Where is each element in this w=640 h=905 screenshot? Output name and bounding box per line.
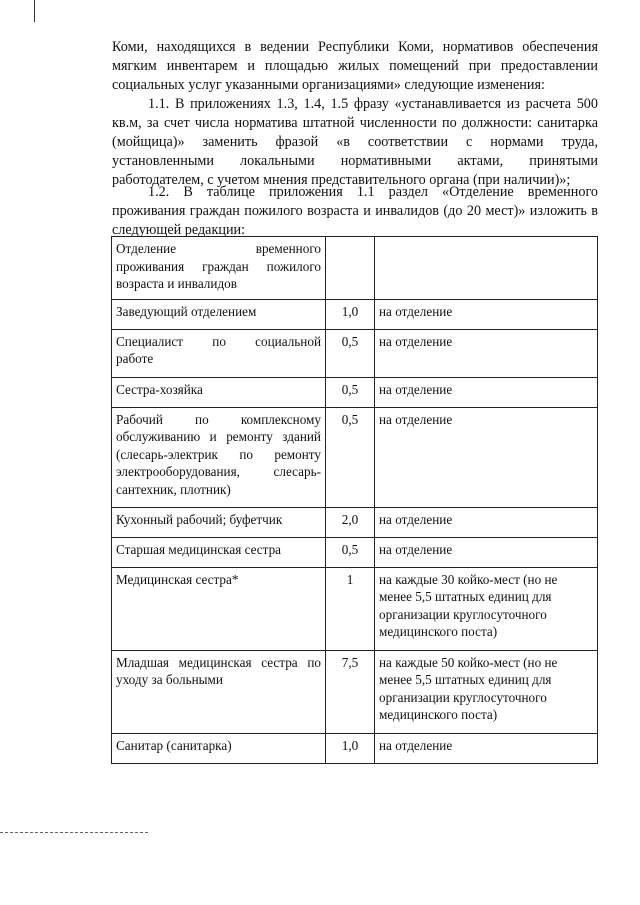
p12-line: проживания граждан пожилого возраста и инвалидов (до 20 мест)» изложить в (112, 203, 598, 219)
staffing-table (111, 236, 598, 764)
staff-basis: на отделение (375, 329, 598, 377)
p11-line: 1.1. В приложениях 1.3, 1.4, 1.5 фразу «устанавливается из расчета 500 (148, 96, 598, 112)
position-name-line: Младшая медицинская сестра по (116, 654, 321, 670)
table-row (112, 567, 598, 650)
position-name: Заведующий отделением (112, 299, 326, 329)
staff-basis: на отделение (375, 299, 598, 329)
table-row (112, 507, 598, 537)
staff-basis: на отделение (375, 733, 598, 763)
p11-line: кв.м, за счет числа норматива штатной численности по должности: санитарка (112, 115, 598, 131)
position-name (112, 407, 326, 507)
intro-line: Коми, находящихся в ведении Республики Коми, нормативов обеспечения (112, 39, 598, 55)
staff-units: 0,5 (326, 377, 375, 407)
position-name: Кухонный рабочий; буфетчик (112, 507, 326, 537)
position-name-line: уходу за больными (116, 672, 223, 687)
position-name-line: работе (116, 351, 154, 366)
staff-units: 1,0 (326, 733, 375, 763)
intro-line: социальных услуг указанными организациями» следующие изменения: (112, 77, 545, 93)
table-row (112, 377, 598, 407)
position-name-line: (слесарь-электрик по ремонту (116, 446, 321, 462)
section-title-line: проживания граждан пожилого (116, 258, 321, 274)
p11-line: (мойщица)» заменить фразой «в соответствии с нормами труда, (112, 134, 598, 150)
position-name-line: Рабочий по комплексному (116, 411, 321, 427)
empty-cell (326, 237, 375, 300)
empty-cell (375, 237, 598, 300)
position-name-line: Специалист по социальной (116, 333, 321, 349)
position-name-line: электрооборудования, слесарь- (116, 464, 321, 479)
table-row (112, 733, 598, 763)
table-row (112, 407, 598, 507)
intro-paragraph (112, 38, 598, 95)
table-row (112, 299, 598, 329)
p12-line: 1.2. В таблице приложения 1.1 раздел «Отделение временного (148, 184, 598, 200)
staff-basis: на отделение (375, 537, 598, 567)
table-header-row (112, 237, 598, 300)
staff-units: 0,5 (326, 537, 375, 567)
paragraph-1-2 (112, 183, 598, 240)
table-row (112, 650, 598, 733)
staff-basis: на каждые 50 койко-мест (но не менее 5,5 штатных единиц для организации круглосуточного медицинского поста) (375, 650, 598, 733)
section-title-line: Отделение временного (116, 241, 321, 256)
position-name: Сестра-хозяйка (112, 377, 326, 407)
staff-units: 0,5 (326, 329, 375, 377)
section-title-line: возраста и инвалидов (116, 276, 237, 291)
p11-line: установленными локальными нормативными актами, принятыми (112, 153, 598, 169)
table-row (112, 537, 598, 567)
position-name-line: сантехник, плотник) (116, 481, 231, 497)
staff-units: 1 (326, 567, 375, 650)
staff-units: 0,5 (326, 407, 375, 507)
staff-units: 2,0 (326, 507, 375, 537)
staff-units: 1,0 (326, 299, 375, 329)
scan-bottom-mark (0, 832, 150, 833)
position-name (112, 329, 326, 377)
p11-line: работодателем, с учетом мнения представительного органа (при наличии)»; (112, 172, 571, 188)
position-name: Санитар (санитарка) (112, 733, 326, 763)
p12-line: следующей редакции: (112, 222, 246, 238)
position-name: Медицинская сестра* (112, 567, 326, 650)
position-name-line: обслуживанию и ремонту зданий (116, 429, 321, 444)
intro-line: мягким инвентарем и площадью жилых помещений при предоставлении (112, 58, 598, 74)
paragraph-1-1 (112, 95, 598, 190)
scan-edge-mark (34, 0, 35, 22)
table-row (112, 329, 598, 377)
section-title-cell (112, 237, 326, 300)
position-name: Старшая медицинская сестра (112, 537, 326, 567)
staff-basis: на отделение (375, 507, 598, 537)
position-name (112, 650, 326, 733)
staff-units: 7,5 (326, 650, 375, 733)
staff-basis: на отделение (375, 407, 598, 507)
staff-basis: на отделение (375, 377, 598, 407)
staff-basis: на каждые 30 койко-мест (но не менее 5,5 штатных единиц для организации круглосуточного медицинского поста) (375, 567, 598, 650)
